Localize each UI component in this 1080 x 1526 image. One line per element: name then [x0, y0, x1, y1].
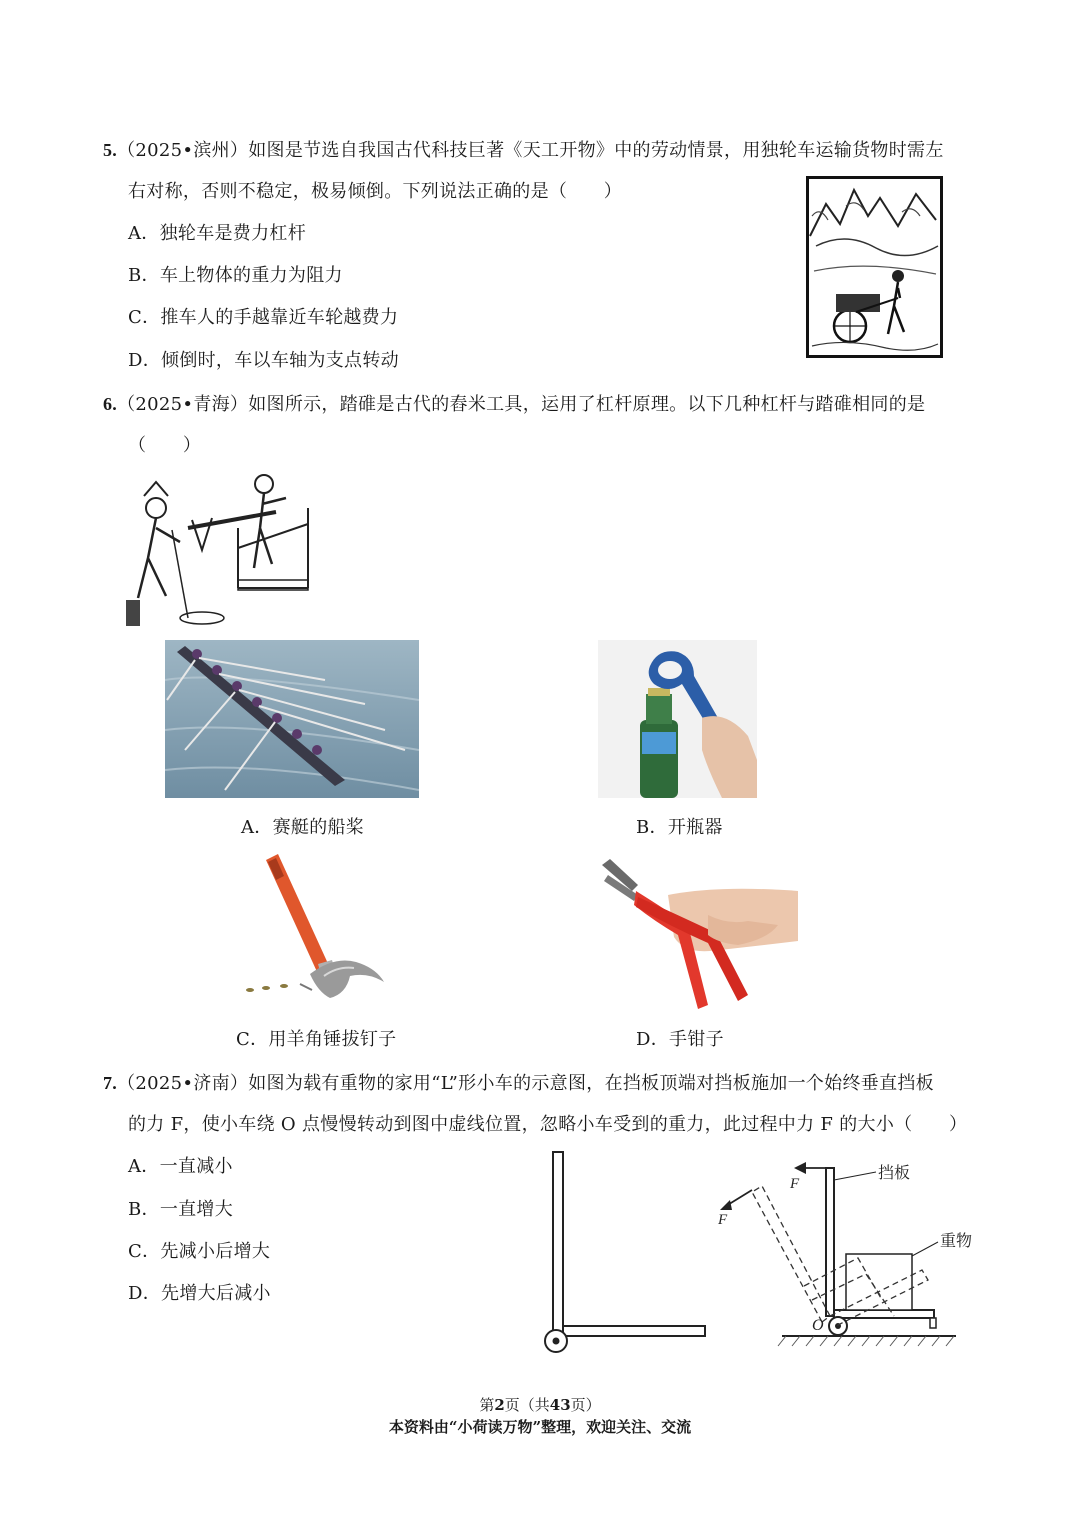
force-label-top: F	[790, 1176, 800, 1192]
q6-number: 6.	[103, 394, 118, 414]
claw-hammer-photo	[238, 852, 392, 1012]
rowing-boat-photo	[165, 640, 419, 798]
q6-option-c[interactable]: C．用羊角锤拔钉子	[236, 1029, 397, 1050]
pliers-photo	[598, 855, 798, 1010]
q7-option-c[interactable]: C．先减小后增大	[128, 1241, 271, 1262]
wheelbarrow-woodcut-image	[806, 176, 943, 358]
q6-option-a[interactable]: A．赛艇的船桨	[241, 817, 365, 838]
board-label: 挡板	[878, 1163, 911, 1182]
q6-option-d[interactable]: D．手钳子	[636, 1029, 724, 1050]
q7-stem-line2: 的力 F，使小车绕 O 点慢慢转动到图中虚线位置，忽略小车受到的重力，此过程中力 F 的大小（ ）	[128, 1114, 968, 1135]
weight-label: 重物	[940, 1231, 973, 1250]
q5-option-a[interactable]: A．独轮车是费力杠杆	[128, 223, 306, 244]
q7-number: 7.	[103, 1073, 118, 1093]
q5-stem-line2: 右对称，否则不稳定，极易倾倒。下列说法正确的是（ ）	[128, 181, 623, 202]
q5-option-d[interactable]: D．倾倒时，车以车轴为支点转动	[128, 350, 399, 371]
q5-stem-line1: 5.（2025•滨州）如图是节选自我国古代科技巨著《天工开物》中的劳动情景，用独轮车运输货物时需左	[103, 140, 944, 161]
q7-option-b[interactable]: B．一直增大	[128, 1199, 234, 1220]
force-label-tilted: F	[718, 1212, 728, 1228]
l-cart-outline-diagram	[540, 1148, 712, 1358]
q6-stem-line1: 6.（2025•青海）如图所示，踏碓是古代的舂米工具，运用了杠杆原理。以下几种杠杆与踏碓相同的是	[103, 394, 926, 415]
bottle-opener-photo	[598, 640, 757, 798]
q7-stem-line1: 7.（2025•济南）如图为载有重物的家用“L”形小车的示意图，在挡板顶端对挡板施加一个始终垂直挡板	[103, 1073, 934, 1094]
pivot-label: O	[812, 1317, 824, 1334]
source-note: 本资料由“小荷读万物”整理，欢迎关注、交流	[388, 1418, 692, 1436]
q6-stem-line2: （ ）	[128, 435, 202, 456]
q5-number: 5.	[103, 140, 118, 160]
q7-option-a[interactable]: A．一直减小	[128, 1156, 233, 1177]
q5-option-b[interactable]: B．车上物体的重力为阻力	[128, 265, 343, 286]
treadle-pestle-illustration	[126, 468, 326, 628]
q5-option-c[interactable]: C．推车人的手越靠近车轮越费力	[128, 307, 399, 328]
cart-rotation-diagram	[716, 1150, 978, 1350]
q7-option-d[interactable]: D．先增大后减小	[128, 1283, 271, 1304]
q6-option-b[interactable]: B．开瓶器	[636, 817, 723, 838]
page-number: 第2页（共43页）	[479, 1396, 601, 1414]
